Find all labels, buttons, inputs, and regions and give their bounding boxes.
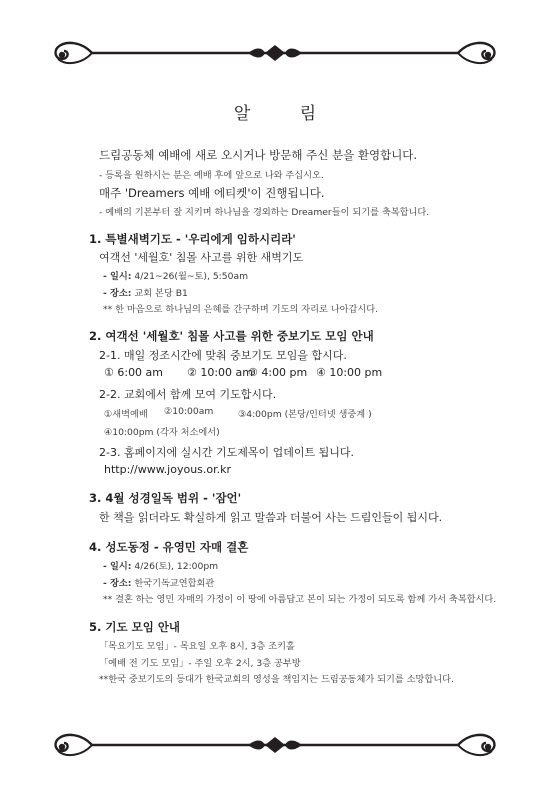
times1-item: ④ 10:00 pm <box>316 366 383 379</box>
section2-sub1: 2-1. 매일 정조시간에 맞춰 중보기도 모임을 합시다. <box>99 349 347 362</box>
section3-body: 한 책을 읽더라도 확실하게 읽고 말씀과 더불어 사는 드림인들이 됩시다. <box>99 511 443 524</box>
section4-place <box>103 575 214 589</box>
section1-date <box>103 268 248 282</box>
section2-sub3: 2-3. 홈페이지에 실시간 기도제목이 업데이트 됩니다. <box>99 446 354 459</box>
bottom-ornament-divider <box>52 730 498 760</box>
place-value: 교회 본당 B1 <box>131 288 188 299</box>
times1-item: ① 6:00 am <box>104 366 164 379</box>
times1-item: ③ 4:00 pm <box>248 366 308 379</box>
section2-heading: 2. 여객선 '세월호' 침몰 사고를 위한 중보기도 모임 안내 <box>89 329 374 343</box>
date-label: - 일시: <box>103 271 132 282</box>
times2-item-late: ④10:00pm (각자 처소에서) <box>104 427 220 438</box>
top-ornament-divider <box>52 38 498 68</box>
place-label: - 장소: <box>103 578 132 589</box>
date-label: - 일시: <box>103 561 132 572</box>
place-label: - 장소: <box>103 288 132 299</box>
section5-heading: 5. 기도 모임 안내 <box>89 620 181 634</box>
section4-heading: 4. 성도동정 - 유영민 자매 결혼 <box>89 540 249 554</box>
date-value: 4/21~26(월~토), 5:50am <box>131 271 249 282</box>
place-value: 한국기독교연합회관 <box>131 578 215 589</box>
section5-note: **한국 중보기도의 등대가 한국교회의 영성을 책임지는 드림공동체가 되기를 소망합니다. <box>99 674 454 685</box>
section1-heading: 1. 특별새벽기도 - '우리에게 임하시리라' <box>89 232 296 246</box>
section1-note: ** 한 마음으로 하나님의 은혜를 간구하며 기도의 자리로 나아갑시다. <box>103 304 379 315</box>
register-note: - 등록을 원하시는 분은 예배 후에 앞으로 나와 주십시오. <box>99 170 324 181</box>
section1-place <box>103 285 188 299</box>
section5-line2: 「예배 전 기도 모임」- 주일 오후 2시, 3층 공부방 <box>99 658 301 669</box>
section5-line1: 「목요기도 모임」- 목요일 오후 8시, 3층 조키홀 <box>99 641 295 652</box>
times2-item: ①새벽예배 <box>104 409 148 420</box>
section4-date <box>103 558 218 572</box>
etiquette-text: 매주 'Dreamers 예배 에티켓'이 진행됩니다. <box>99 186 325 200</box>
date-value: 4/26(토), 12:00pm <box>131 561 219 572</box>
times2-item: ②10:00am <box>164 406 214 417</box>
section1-subtitle: 여객선 '세월호' 침몰 사고를 위한 새벽기도 <box>99 251 304 264</box>
section2-sub2: 2-2. 교회에서 함께 모여 기도합시다. <box>99 388 277 401</box>
welcome-text: 드림공동체 예배에 새로 오시거나 방문해 주신 분을 환영합니다. <box>99 148 418 162</box>
times1-item: ② 10:00 am <box>187 366 254 379</box>
times2-item: ③4:00pm (본당/인터넷 생중계 ) <box>238 409 372 420</box>
page-title: 알 림 <box>233 104 339 124</box>
section3-heading: 3. 4월 성경일독 범위 - '잠언' <box>89 491 242 505</box>
etiquette-note: - 예배의 기본부터 잘 지키며 하나님을 경외하는 Dreamer들이 되기를 축복합니다. <box>99 207 430 218</box>
homepage-link[interactable]: http://www.joyous.or.kr <box>104 463 232 476</box>
section4-note: ** 결혼 하는 영민 자매의 가정이 이 땅에 아름답고 본이 되는 가정이 되도록 함께 가서 축복합시다. <box>103 594 497 605</box>
